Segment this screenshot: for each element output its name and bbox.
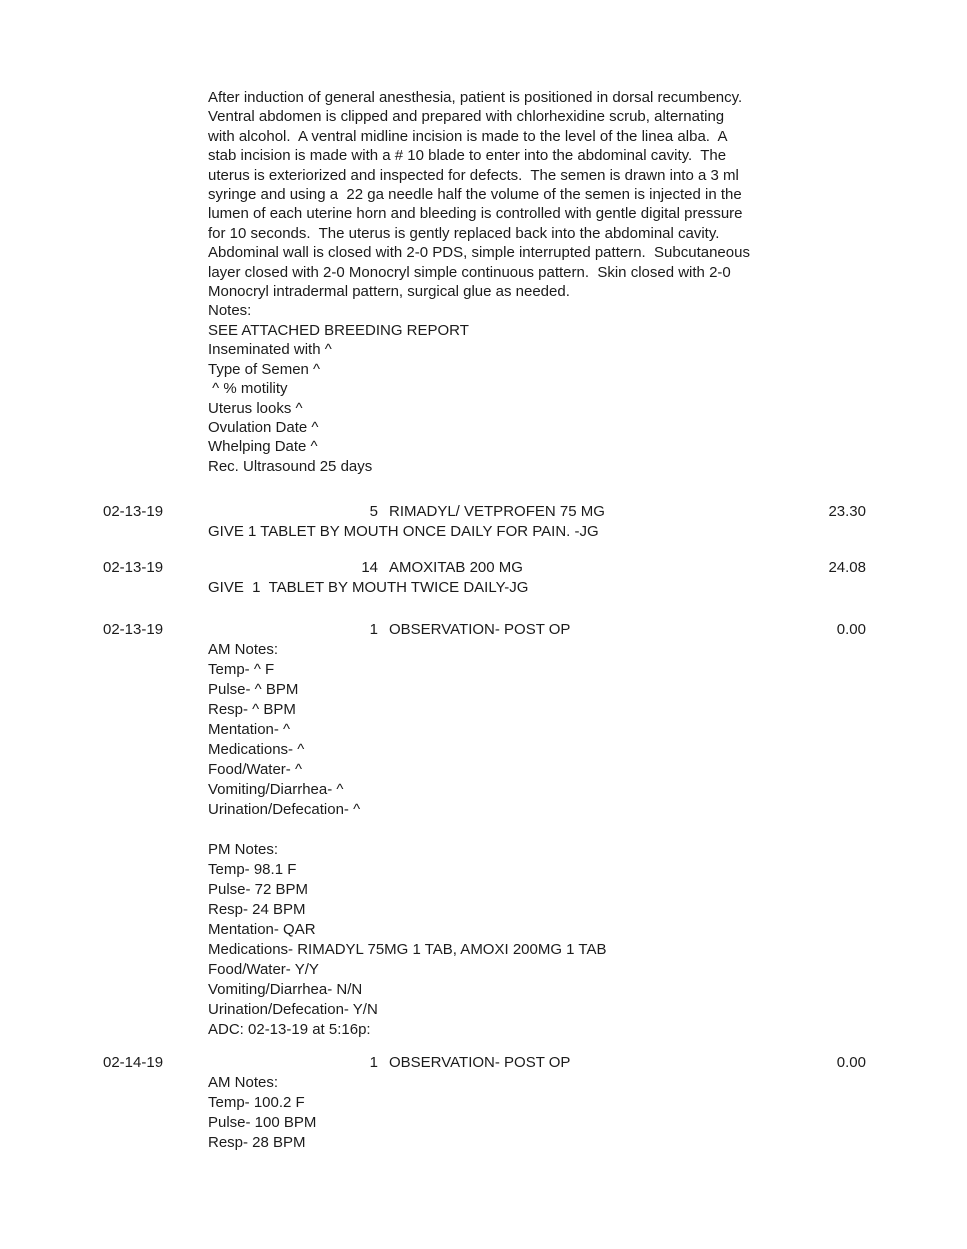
entry-note-line: Medications- ^ (208, 741, 305, 758)
entry-note-line: Vomiting/Diarrhea- N/N (208, 981, 363, 998)
procedure-line: Monocryl intradermal pattern, surgical glue as needed. (208, 283, 570, 301)
procedure-line: for 10 seconds. The uterus is gently replaced back into the abdominal cavity. (208, 224, 720, 242)
entry-note-line: Pulse- 72 BPM (208, 881, 309, 898)
entry-note-line: Resp- 24 BPM (208, 901, 306, 918)
entry-notes (208, 522, 967, 542)
procedure-line: SEE ATTACHED BREEDING REPORT (208, 321, 469, 339)
entry-description: RIMADYL/ VETPROFEN 75 MG (389, 503, 605, 520)
procedure-line: lumen of each uterine horn and bleeding is controlled with gentle digital pressure (208, 205, 743, 223)
entry-note-line (208, 820, 967, 840)
billing-entry (0, 502, 967, 542)
entry-note-line: Mentation- QAR (208, 921, 316, 938)
entry-note-line: Vomiting/Diarrhea- ^ (208, 781, 344, 798)
entry-note-line: PM Notes: (208, 841, 279, 858)
procedure-line: After induction of general anesthesia, patient is positioned in dorsal recumbency. (208, 89, 743, 106)
procedure-line: Whelping Date ^ (208, 438, 318, 456)
entry-date: 02-13-19 (103, 559, 164, 576)
entry-note-line: Resp- 28 BPM (208, 1134, 306, 1151)
entry-description: OBSERVATION- POST OP (389, 1054, 571, 1071)
entry-note-line: Pulse- ^ BPM (208, 681, 299, 698)
entry-quantity: 1 (369, 621, 378, 638)
entry-note-line: AM Notes: (208, 1074, 279, 1091)
procedure-line: syringe and using a 22 ga needle half the volume of the semen is injected in the (208, 186, 742, 204)
procedure-line: Notes: (208, 302, 252, 320)
entry-notes (208, 578, 967, 598)
procedure-line: stab incision is made with a # 10 blade to enter into the abdominal cavity. The (208, 147, 727, 165)
entry-amount: 24.08 (828, 559, 866, 576)
procedure-line: Type of Semen ^ (208, 360, 321, 378)
procedure-line: uterus is exteriorized and inspected for defects. The semen is drawn into a 3 ml (208, 166, 739, 184)
procedure-line: Uterus looks ^ (208, 399, 303, 417)
entry-note-line: Urination/Defecation- Y/N (208, 1001, 378, 1018)
procedure-note (208, 88, 750, 476)
entry-row (0, 558, 967, 578)
entry-quantity: 1 (369, 1054, 378, 1071)
entry-description: OBSERVATION- POST OP (389, 621, 571, 638)
entry-amount: 0.00 (836, 621, 866, 638)
entry-note-line: Resp- ^ BPM (208, 701, 296, 718)
entry-description: AMOXITAB 200 MG (389, 559, 523, 576)
procedure-line: layer closed with 2-0 Monocryl simple continuous pattern. Skin closed with 2-0 (208, 263, 731, 281)
billing-entry (0, 1053, 967, 1153)
billing-entry (0, 620, 967, 1040)
billing-entry (0, 558, 967, 598)
entry-note-line: Temp- 100.2 F (208, 1094, 305, 1111)
entry-note-line: Medications- RIMADYL 75MG 1 TAB, AMOXI 200MG 1 TAB (208, 941, 607, 958)
entry-amount: 0.00 (836, 1054, 866, 1071)
entry-row (0, 502, 967, 522)
entry-date: 02-13-19 (103, 621, 164, 638)
entry-note-line: Pulse- 100 BPM (208, 1114, 317, 1131)
entry-note-line: GIVE 1 TABLET BY MOUTH ONCE DAILY FOR PAIN. -JG (208, 523, 599, 540)
entry-notes (208, 1073, 967, 1153)
entry-row (0, 1053, 967, 1073)
entry-note-line: Food/Water- ^ (208, 761, 303, 778)
entry-note-line: Mentation- ^ (208, 721, 291, 738)
entry-amount: 23.30 (828, 503, 866, 520)
procedure-line: Abdominal wall is closed with 2-0 PDS, simple interrupted pattern. Subcutaneous (208, 244, 750, 262)
procedure-line: Ovulation Date ^ (208, 418, 319, 436)
entry-note-line: Temp- 98.1 F (208, 861, 297, 878)
entry-note-line: GIVE 1 TABLET BY MOUTH TWICE DAILY-JG (208, 579, 529, 596)
entry-row (0, 620, 967, 640)
entry-quantity: 14 (361, 559, 378, 576)
entry-note-line: Urination/Defecation- ^ (208, 801, 361, 818)
entry-note-line: Temp- ^ F (208, 661, 275, 678)
entry-notes (208, 640, 967, 1040)
entry-note-line: AM Notes: (208, 641, 279, 658)
procedure-line: with alcohol. A ventral midline incision is made to the level of the linea alba. A (208, 127, 728, 145)
procedure-line: Rec. Ultrasound 25 days (208, 457, 373, 475)
entry-date: 02-14-19 (103, 1054, 164, 1071)
entry-date: 02-13-19 (103, 503, 164, 520)
procedure-line: Ventral abdomen is clipped and prepared with chlorhexidine scrub, alternating (208, 108, 725, 126)
procedure-line: ^ % motility (208, 380, 288, 398)
entry-quantity: 5 (369, 503, 378, 520)
procedure-line: Inseminated with ^ (208, 341, 332, 359)
entry-note-line: Food/Water- Y/Y (208, 961, 319, 978)
entry-note-line: ADC: 02-13-19 at 5:16p: (208, 1021, 371, 1038)
